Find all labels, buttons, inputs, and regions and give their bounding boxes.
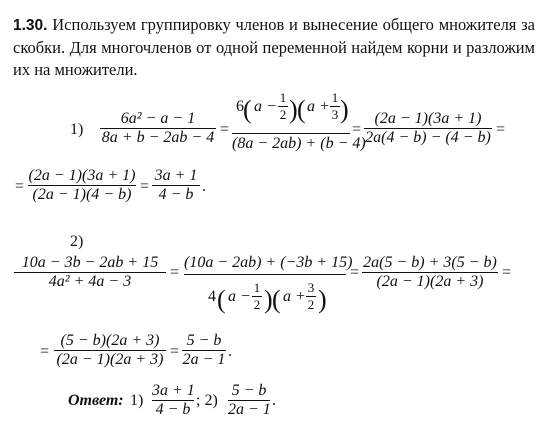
fraction-numerator: 10a − 3b − 2ab + 15	[21, 254, 159, 271]
half-fraction: 1 2	[253, 280, 261, 312]
fraction-bar	[184, 274, 346, 275]
fraction-bar	[232, 133, 350, 134]
answer-fraction-2	[228, 382, 270, 419]
period: .	[202, 178, 206, 195]
fraction-denominator: 8a + b − 2ab − 4	[101, 129, 215, 146]
answer-separator: ; 2)	[196, 392, 218, 409]
paren-left: (	[217, 285, 226, 314]
fraction-numerator: 3a + 1	[152, 382, 195, 399]
answer-period: .	[272, 392, 276, 409]
third-fraction: 1 3	[331, 90, 339, 122]
part1-fraction-4	[28, 167, 136, 204]
equals-sign: =	[140, 178, 150, 195]
fraction-numerator: 6a² − a − 1	[120, 110, 196, 127]
fraction-denominator: 4a² + 4a − 3	[48, 273, 132, 290]
fraction-denominator: 2a − 1	[228, 401, 271, 418]
part1-fraction-3	[364, 110, 492, 147]
half-fraction: 1 2	[279, 90, 287, 122]
equals-sign: =	[40, 343, 50, 360]
part1-label: 1)	[70, 121, 84, 138]
part2-fraction-4	[54, 332, 166, 369]
three-halves-fraction: 3 2	[307, 280, 315, 312]
fraction-denominator: 4 − b	[155, 401, 191, 418]
period: .	[228, 343, 232, 360]
fraction-numerator: 5 − b	[231, 382, 267, 399]
equals-sign: =	[502, 264, 512, 281]
fraction-numerator: 3a + 1	[154, 167, 198, 184]
problem-intro	[13, 14, 535, 81]
answer-label: Ответ:	[68, 392, 124, 409]
problem-number: 1.30.	[13, 17, 48, 34]
equals-sign: =	[220, 121, 230, 138]
paren-left: (	[243, 95, 252, 124]
paren-left: (	[272, 285, 281, 314]
fraction-numerator: 5 − b	[186, 332, 222, 349]
paren-right: )	[264, 285, 273, 314]
part1-fraction-5	[152, 167, 200, 204]
part2-fraction-3	[362, 254, 498, 291]
equals-sign: =	[350, 264, 360, 281]
fraction-numerator: (10a − 2ab) + (−3b + 15)	[184, 254, 353, 271]
fraction-denominator: 2a(4 − b) − (4 − b)	[365, 129, 491, 146]
part2-label: 2)	[70, 233, 84, 250]
part1-fraction-1	[100, 110, 216, 147]
equals-sign: =	[170, 343, 180, 360]
equals-sign: =	[170, 264, 180, 281]
answer-part1-label: 1)	[130, 392, 144, 409]
fraction-numerator: (2a − 1)(3a + 1)	[28, 167, 136, 184]
equals-sign: =	[496, 121, 506, 138]
fraction-numerator: 6 ( a − 1 2 ) ( a + 1 3 )	[236, 90, 349, 124]
fraction-numerator: (2a − 1)(3a + 1)	[374, 110, 482, 127]
answer-fraction-1	[152, 382, 194, 419]
fraction-denominator: (2a − 1)(2a + 3)	[56, 351, 164, 368]
paren-right: )	[340, 95, 349, 124]
equals-sign: =	[352, 121, 362, 138]
fraction-numerator: (5 − b)(2a + 3)	[60, 332, 160, 349]
part2-fraction-1	[14, 254, 166, 291]
fraction-denominator: 4 − b	[158, 186, 194, 203]
paren-right: )	[318, 285, 327, 314]
problem-text: Используем группировку членов и вынесение общего множителя за скобки. Для многочленов от одной переменной найдем корни и разложим их на множители.	[13, 15, 536, 79]
part2-fraction-5	[182, 332, 226, 369]
fraction-numerator: 2a(5 − b) + 3(5 − b)	[363, 254, 497, 271]
paren-right: )	[289, 95, 298, 124]
paren-left: (	[297, 95, 306, 124]
fraction-denominator: 4 ( a − 1 2 ) ( a + 3 2 )	[208, 280, 327, 314]
fraction-denominator: (8a − 2ab) + (b − 4)	[232, 135, 366, 152]
fraction-denominator: 2a − 1	[182, 351, 226, 368]
equals-sign: =	[15, 178, 25, 195]
part1-fraction-2	[232, 88, 366, 158]
part2-fraction-2	[184, 254, 353, 322]
fraction-denominator: (2a − 1)(2a + 3)	[376, 273, 484, 290]
fraction-denominator: (2a − 1)(4 − b)	[32, 186, 132, 203]
